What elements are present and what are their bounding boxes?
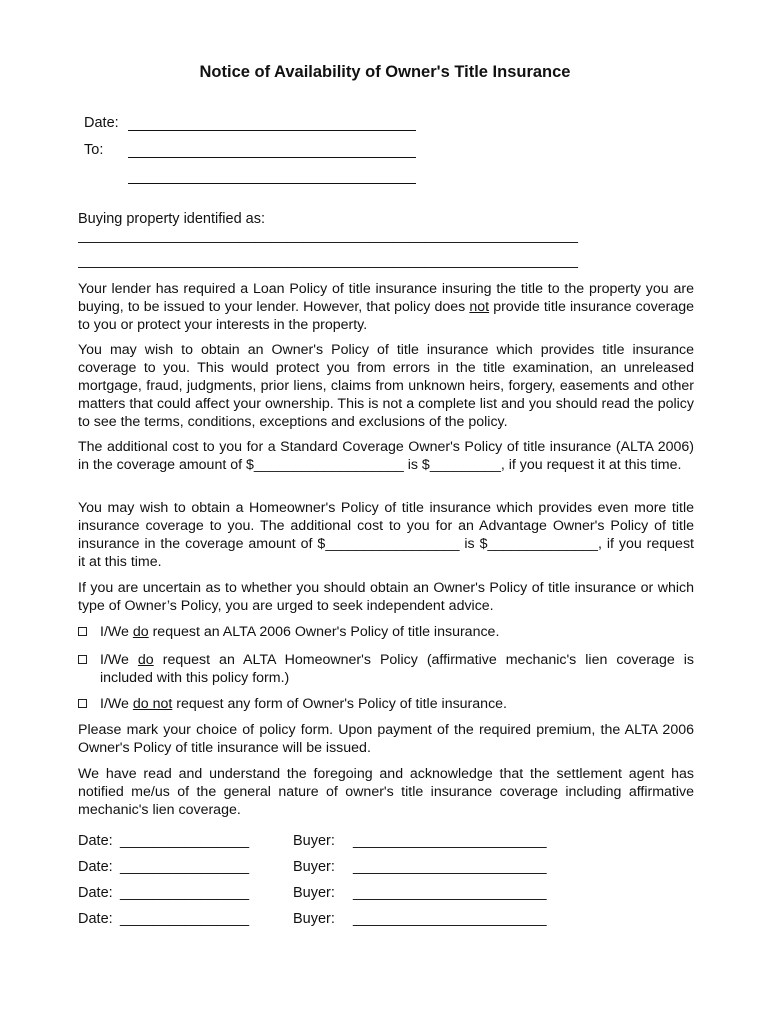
option-3-emphasis: do not: [132, 696, 173, 712]
sig-buyer-field-2[interactable]: ________________________: [353, 859, 547, 875]
property-label: Buying property identified as:: [78, 211, 265, 227]
property-line-1[interactable]: ______________________________________________________________: [78, 228, 578, 244]
sig-buyer-field-4[interactable]: ________________________: [353, 911, 547, 927]
option-2-pre: I/We: [100, 652, 138, 668]
sig-date-label-4: Date:: [78, 911, 113, 927]
paragraph-1-text-b: provide title insurance coverage to you or protect your interests in the property.: [78, 299, 694, 333]
option-3-checkbox[interactable]: [78, 699, 87, 708]
option-2-post: request an ALTA Homeowner's Policy (affirmative mechanic's lien coverage is included with this policy form.): [100, 652, 694, 686]
option-3-post: request any form of Owner's Policy of title insurance.: [172, 696, 507, 712]
option-1-checkbox[interactable]: [78, 627, 87, 636]
sig-date-field-2[interactable]: ________________: [120, 859, 250, 875]
sig-date-field-3[interactable]: ________________: [120, 885, 250, 901]
paragraph-1-text-a: Your lender has required a Loan Policy of title insurance insuring the title to the property you are buying, to be issued to your lender. However, that policy does: [78, 281, 694, 315]
paragraph-1-emphasis: not: [469, 299, 490, 315]
option-3-label: [100, 695, 694, 713]
option-1-label: [100, 623, 694, 641]
option-1-emphasis: do: [132, 624, 149, 640]
sig-date-field-1[interactable]: ________________: [120, 833, 250, 849]
paragraph-mark-choice: Please mark your choice of policy form. Upon payment of the required premium, the ALTA 2006 Owner's Policy of title insurance will be issued.: [78, 722, 694, 756]
option-alta-2006: [78, 623, 694, 641]
sig-date-field-4[interactable]: ________________: [120, 911, 250, 927]
sig-date-label-1: Date:: [78, 833, 113, 849]
paragraph-owners-policy: You may wish to obtain an Owner's Policy of title insurance which provides title insurance coverage to you. This would protect you from errors in the title examination, an unreleased mortgage, fraud, judgments, prior liens, claims from unknown heirs, forgery, easements and other matters that could affect your ownership. This is not a complete list and you should read the policy to see the terms, conditions, exceptions and exclusions of the policy.: [78, 342, 694, 430]
option-2-label: [100, 651, 694, 687]
sig-buyer-label-2: Buyer:: [293, 859, 335, 875]
option-decline: [78, 695, 694, 713]
to-label: To:: [84, 142, 104, 158]
option-2-emphasis: do: [137, 652, 154, 668]
paragraph-independent-advice: If you are uncertain as to whether you should obtain an Owner's Policy of title insurance or which type of Owner’s Policy, you are urged to seek independent advice.: [78, 580, 694, 614]
sig-date-label-2: Date:: [78, 859, 113, 875]
to-field-line-1[interactable]: [128, 157, 416, 158]
paragraph-standard-cost: The additional cost to you for a Standard Coverage Owner's Policy of title insurance (ALTA 2006) in the coverage amount of $___________________ is $_________, if you request it at this time.: [78, 439, 694, 473]
sig-buyer-field-3[interactable]: ________________________: [353, 885, 547, 901]
option-2-checkbox[interactable]: [78, 655, 87, 664]
date-field[interactable]: [128, 130, 416, 131]
option-3-pre: I/We: [100, 696, 133, 712]
paragraph-lender-requirement: [78, 280, 694, 334]
option-homeowners: [78, 651, 694, 687]
to-field-line-2[interactable]: [128, 183, 416, 184]
date-label: Date:: [84, 115, 119, 131]
property-line-2[interactable]: ______________________________________________________________: [78, 253, 578, 269]
sig-buyer-label-4: Buyer:: [293, 911, 335, 927]
sig-buyer-field-1[interactable]: ________________________: [353, 833, 547, 849]
option-1-pre: I/We: [100, 624, 133, 640]
sig-date-label-3: Date:: [78, 885, 113, 901]
page-title: Notice of Availability of Owner's Title Insurance: [199, 63, 571, 81]
sig-buyer-label-1: Buyer:: [293, 833, 335, 849]
option-1-post: request an ALTA 2006 Owner's Policy of title insurance.: [148, 624, 500, 640]
paragraph-acknowledgement: We have read and understand the foregoing and acknowledge that the settlement agent has notified me/us of the general nature of owner's title insurance coverage including affirmative mechanic's lien coverage.: [78, 766, 694, 818]
sig-buyer-label-3: Buyer:: [293, 885, 335, 901]
paragraph-homeowners-policy: You may wish to obtain a Homeowner's Policy of title insurance which provides even more title insurance coverage to you. The additional cost to you for an Advantage Owner's Policy of title insurance in the coverage amount of $_________________ is $______________, if you request it at this time.: [78, 500, 694, 570]
